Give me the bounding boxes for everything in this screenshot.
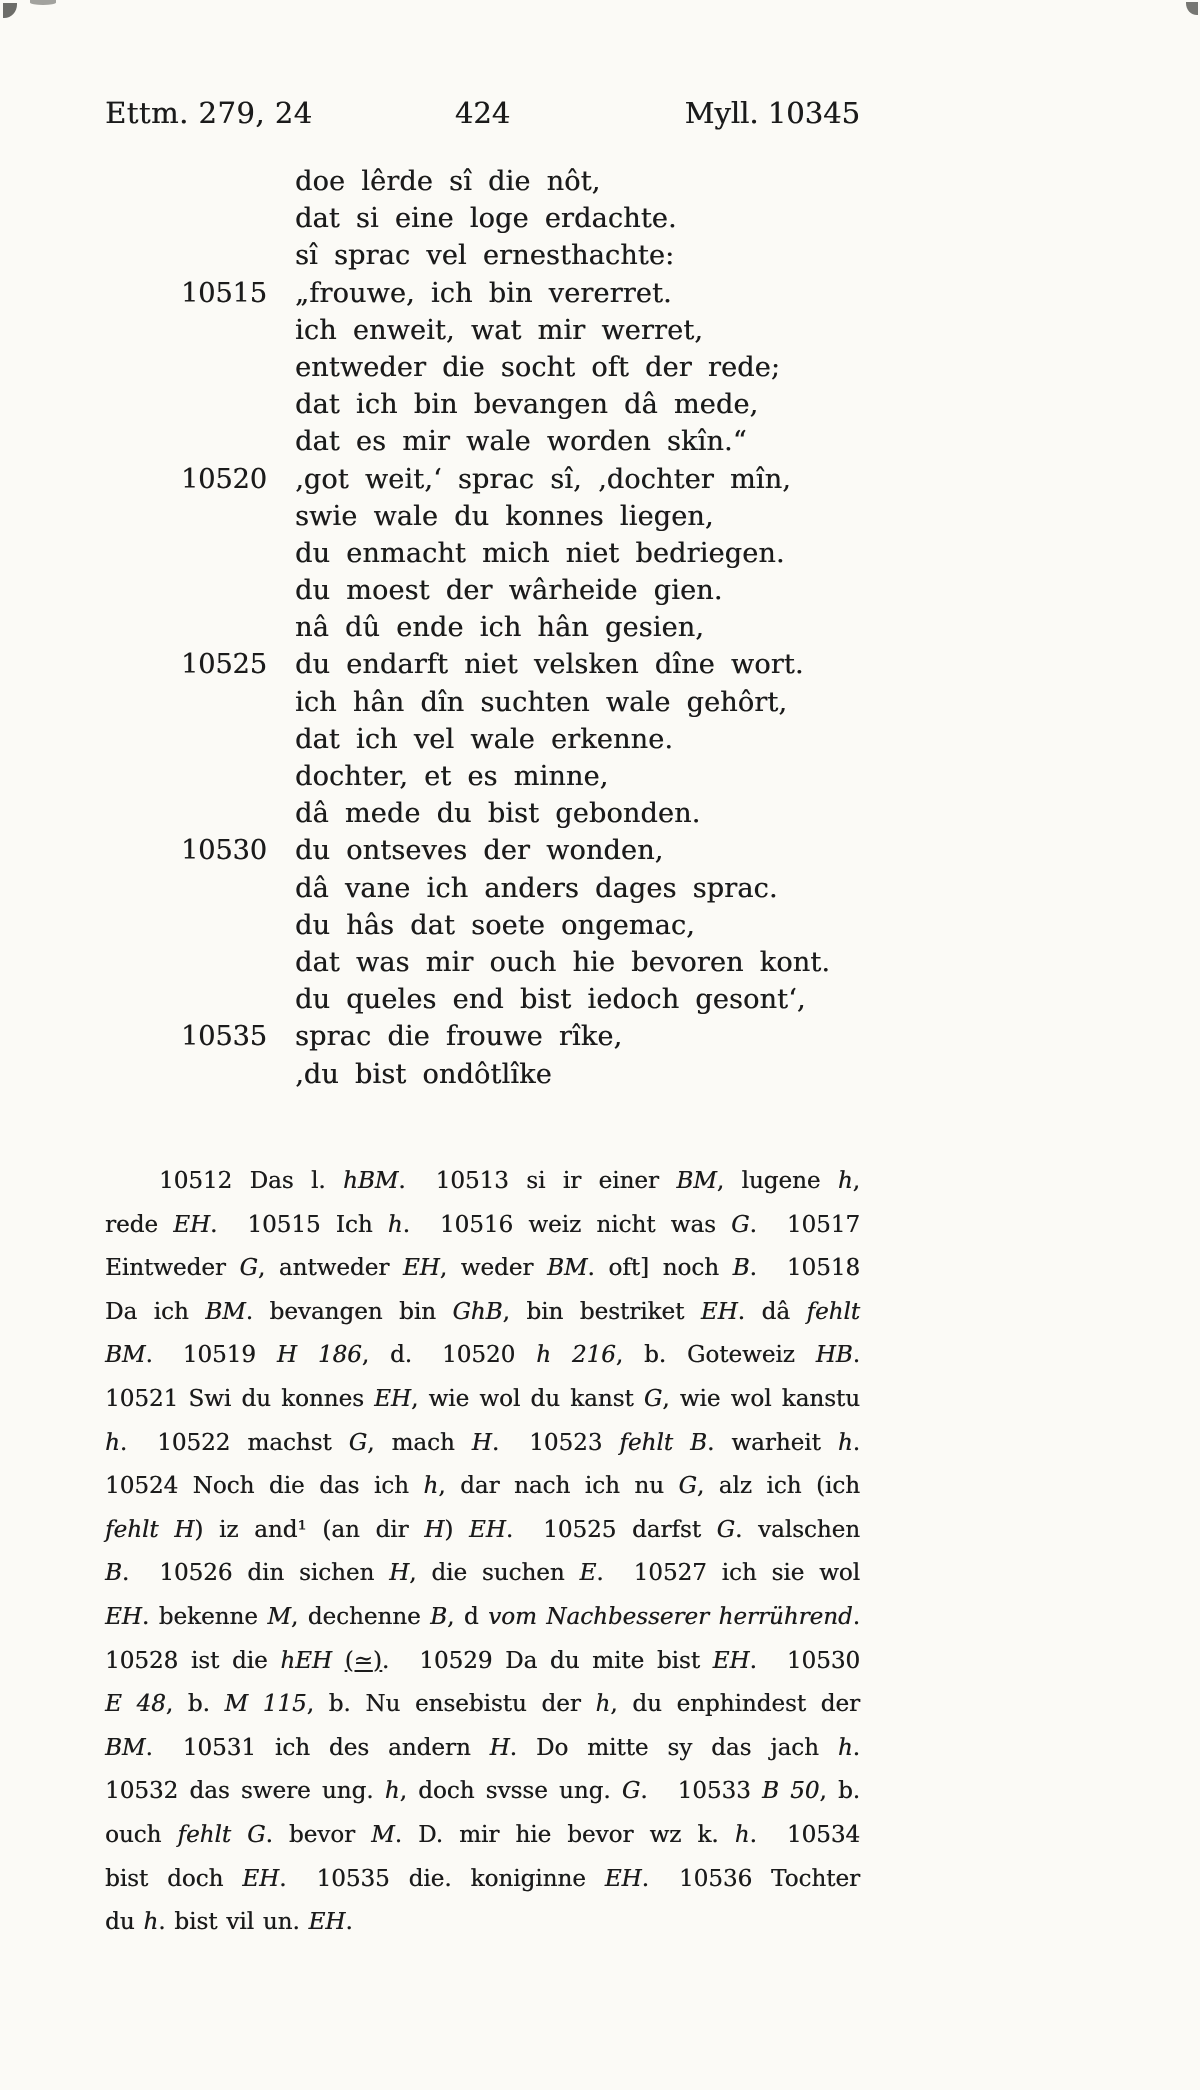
verse-line: [105, 575, 865, 612]
header-left-reference: Ettm. 279, 24: [105, 96, 313, 130]
verse-line: [105, 612, 865, 649]
apparatus-text: ,: [852, 1168, 860, 1194]
apparatus-text: 10534: [786, 1821, 861, 1848]
apparatus-text: , dar nach ich nu: [438, 1473, 679, 1500]
apparatus-text: . dâ: [737, 1298, 807, 1325]
manuscript-siglum: EH: [700, 1298, 738, 1325]
verse-line-text: du endarft niet velsken dîne wort.: [295, 649, 804, 681]
verse-line-text: dochter, et es minne,: [295, 761, 609, 792]
manuscript-siglum: h: [837, 1734, 853, 1761]
verse-line: [105, 538, 865, 575]
verse-line: [105, 873, 865, 910]
verse-line: [105, 984, 865, 1021]
verse-line: [105, 352, 865, 389]
apparatus-text: .: [145, 1342, 153, 1369]
apparatus-text: 10525 darfst: [543, 1516, 717, 1543]
apparatus-line: [105, 1901, 860, 1945]
verse-line: [105, 649, 865, 686]
verse-line-text: sî sprac vel ernesthachte:: [295, 240, 675, 272]
manuscript-siglum: M: [267, 1603, 291, 1630]
apparatus-line: [105, 1727, 860, 1771]
manuscript-siglum: B: [430, 1603, 448, 1630]
manuscript-siglum: EH: [604, 1865, 642, 1892]
manuscript-siglum: BM: [676, 1168, 717, 1194]
apparatus-text: 10523: [529, 1429, 620, 1456]
apparatus-text: . bist vil un.: [158, 1909, 309, 1936]
apparatus-text: .: [852, 1429, 860, 1456]
apparatus-text: .: [402, 1211, 410, 1238]
verse-line-text: du queles end bist iedoch gesont‘,: [295, 984, 806, 1016]
manuscript-siglum: B 50: [761, 1778, 820, 1805]
verse-line: [105, 389, 865, 426]
manuscript-siglum: h: [423, 1473, 439, 1500]
apparatus-text: 10529 Da du mite bist: [419, 1647, 713, 1674]
apparatus-text: .: [119, 1429, 128, 1456]
verse-line-text: du moest der wârheide gien.: [295, 575, 723, 607]
apparatus-text: , b.: [819, 1778, 861, 1805]
manuscript-siglum: H: [389, 1560, 410, 1587]
verse-line: [105, 687, 865, 724]
apparatus-line: [105, 1160, 860, 1204]
apparatus-line: [105, 1247, 860, 1291]
manuscript-siglum: G: [348, 1429, 368, 1456]
apparatus-text: Eintweder: [105, 1255, 240, 1282]
apparatus-text: 10535 die. koniginne: [316, 1865, 605, 1892]
apparatus-text: ouch: [105, 1821, 178, 1848]
manuscript-siglum: EH: [105, 1603, 142, 1630]
apparatus-text: , d: [447, 1603, 489, 1630]
verse-line-text: du ontseves der wonden,: [295, 835, 664, 867]
apparatus-text: .: [749, 1255, 757, 1282]
manuscript-siglum: fehlt: [806, 1298, 860, 1325]
apparatus-text: 10526 din sichen: [159, 1560, 390, 1587]
apparatus-text: .: [210, 1211, 218, 1238]
manuscript-siglum: EH: [402, 1255, 440, 1282]
verse-line-text: dat es mir wale worden skîn.“: [295, 426, 747, 458]
verse-line: [105, 426, 865, 463]
apparatus-text: ) iz and¹ (an dir: [194, 1516, 425, 1543]
apparatus-text: , mach: [367, 1429, 472, 1456]
manuscript-siglum: B: [732, 1255, 750, 1282]
scan-artifact: [3, 3, 17, 18]
verse-line: [105, 501, 865, 538]
verse-line-number: 10520: [181, 463, 267, 495]
apparatus-text: 10528 ist die: [105, 1647, 281, 1674]
manuscript-siglum: GhB: [452, 1298, 503, 1325]
apparatus-line: [105, 1509, 860, 1553]
apparatus-line: [105, 1640, 860, 1684]
manuscript-siglum: vom Nachbesserer herrührend: [488, 1603, 853, 1630]
verse-line-text: dat ich vel wale erkenne.: [295, 723, 674, 755]
scan-artifact: [30, 0, 56, 5]
apparatus-line: [105, 1204, 860, 1248]
apparatus-text: , antweder: [257, 1255, 403, 1282]
apparatus-text: , alz ich (ich: [696, 1473, 860, 1500]
manuscript-siglum: BM: [105, 1342, 146, 1369]
verse-line: [105, 315, 865, 352]
verse-line-number: 10525: [181, 649, 267, 681]
apparatus-text: , b.: [165, 1691, 225, 1718]
manuscript-siglum: H: [424, 1516, 445, 1543]
apparatus-text: , dechenne: [290, 1603, 431, 1630]
manuscript-siglum: hEH: [280, 1647, 332, 1674]
verse-line-text: ich hân dîn suchten wale gehôrt,: [295, 686, 788, 718]
verse-line-text: du hâs dat soete ongemac,: [295, 909, 695, 941]
apparatus-text: 10533: [677, 1778, 762, 1805]
manuscript-siglum: G: [716, 1516, 736, 1543]
apparatus-line: [105, 1334, 860, 1378]
manuscript-siglum: G: [247, 1821, 266, 1848]
manuscript-siglum: H: [489, 1734, 510, 1761]
verse-line-text: dat was mir ouch hie bevoren kont.: [295, 946, 831, 978]
apparatus-text: 10520: [442, 1342, 537, 1369]
apparatus-text: (≃): [344, 1647, 382, 1674]
verse-line-text: du enmacht mich niet bedriegen.: [295, 537, 785, 569]
verse-line-text: sprac die frouwe rîke,: [295, 1021, 623, 1053]
page-header: [105, 96, 860, 136]
apparatus-line: [105, 1378, 860, 1422]
apparatus-text: .: [852, 1342, 861, 1369]
apparatus-text: ): [444, 1516, 469, 1543]
manuscript-siglum: EH: [173, 1211, 211, 1238]
apparatus-line: [105, 1858, 860, 1902]
verse-line: [105, 835, 865, 872]
manuscript-siglum: BM: [546, 1255, 588, 1282]
manuscript-siglum: fehlt: [177, 1821, 231, 1848]
apparatus-line: [105, 1596, 860, 1640]
verse-line-number: 10535: [181, 1021, 267, 1053]
apparatus-text: , die suchen: [409, 1560, 580, 1587]
apparatus-text: .: [596, 1560, 604, 1587]
apparatus-text: .: [749, 1821, 757, 1848]
apparatus-text: . bevor: [265, 1821, 372, 1848]
apparatus-text: , b. Nu ensebistu der: [306, 1691, 596, 1718]
scan-artifact: [1186, 2, 1198, 15]
manuscript-siglum: EH: [242, 1865, 280, 1892]
manuscript-siglum: h 216: [536, 1342, 616, 1369]
verse-line: [105, 278, 865, 315]
apparatus-text: . oft] noch: [587, 1255, 733, 1282]
manuscript-siglum: G: [731, 1211, 750, 1238]
manuscript-siglum: fehlt: [105, 1516, 159, 1543]
manuscript-siglum: G: [678, 1473, 697, 1500]
apparatus-text: , d.: [361, 1342, 413, 1369]
apparatus-text: . D. mir hie bevor wz k.: [394, 1821, 735, 1848]
apparatus-text: 10518: [786, 1255, 860, 1282]
apparatus-text: 10519: [182, 1342, 277, 1369]
apparatus-text: 10513 si ir einer: [435, 1168, 677, 1194]
apparatus-text: 10527 ich sie wol: [633, 1560, 861, 1587]
apparatus-line: [105, 1770, 860, 1814]
manuscript-siglum: G: [621, 1778, 641, 1805]
manuscript-siglum: fehlt: [619, 1429, 673, 1456]
apparatus-line: [105, 1465, 860, 1509]
apparatus-text: 10524 Noch die das ich: [105, 1473, 424, 1500]
apparatus-text: .: [345, 1909, 353, 1936]
verse-line-number: 10530: [181, 835, 267, 867]
verse-line-number: 10515: [181, 277, 267, 309]
verse-line: [105, 1059, 865, 1096]
verse-line: [105, 761, 865, 798]
apparatus-text: .: [491, 1429, 500, 1456]
apparatus-text: , doch svsse ung.: [399, 1778, 622, 1805]
verse-line-text: nâ dû ende ich hân gesien,: [295, 612, 705, 644]
apparatus-text: 10517: [786, 1211, 860, 1238]
manuscript-siglum: h: [837, 1429, 853, 1456]
verse-block: [105, 166, 865, 1096]
manuscript-siglum: h: [143, 1909, 159, 1936]
apparatus-text: bist doch: [105, 1865, 243, 1892]
page-number: 424: [454, 96, 511, 130]
manuscript-siglum: B: [690, 1429, 707, 1456]
apparatus-text: .: [749, 1647, 757, 1674]
apparatus-text: , bin bestriket: [502, 1298, 701, 1325]
apparatus-block: [105, 1160, 860, 1945]
apparatus-text: . bekenne: [141, 1603, 268, 1630]
manuscript-siglum: B: [105, 1560, 122, 1587]
verse-line-text: doe lêrde sî die nôt,: [295, 166, 601, 197]
apparatus-text: , weder: [439, 1255, 547, 1282]
apparatus-text: 10512 Das l.: [159, 1168, 344, 1194]
verse-line: [105, 166, 865, 203]
manuscript-siglum: M 115: [224, 1691, 307, 1718]
apparatus-text: du: [105, 1909, 144, 1936]
verse-line: [105, 240, 865, 277]
manuscript-siglum: h: [387, 1211, 403, 1238]
apparatus-text: rede: [105, 1211, 174, 1238]
apparatus-text: .: [852, 1734, 860, 1761]
verse-line: [105, 947, 865, 984]
apparatus-text: 10521 Swi du konnes: [105, 1385, 375, 1412]
manuscript-siglum: h: [595, 1691, 611, 1718]
apparatus-text: [159, 1517, 175, 1543]
apparatus-text: 10531 ich des andern: [182, 1734, 490, 1761]
verse-line: [105, 1021, 865, 1058]
apparatus-text: [231, 1822, 247, 1848]
manuscript-siglum: H: [174, 1516, 195, 1543]
verse-line: [105, 798, 865, 835]
apparatus-text: .: [279, 1865, 287, 1892]
apparatus-line: [105, 1291, 860, 1335]
apparatus-text: . warheit: [706, 1429, 838, 1456]
apparatus-line: [105, 1683, 860, 1727]
apparatus-text: , b. Goteweiz: [615, 1342, 816, 1369]
manuscript-siglum: EH: [308, 1909, 346, 1936]
manuscript-siglum: BM: [205, 1298, 246, 1325]
verse-line: [105, 203, 865, 240]
verse-line-text: ‚got weit,‘ sprac sî, ‚dochter mîn,: [295, 463, 791, 495]
apparatus-text: .: [640, 1778, 648, 1805]
apparatus-text: Da ich: [105, 1298, 206, 1325]
verse-line-text: dâ vane ich anders dages sprac.: [295, 872, 778, 904]
manuscript-siglum: h: [837, 1168, 853, 1194]
apparatus-text: [332, 1648, 345, 1674]
apparatus-text: . Do mitte sy das jach: [509, 1734, 838, 1761]
manuscript-siglum: E 48: [105, 1691, 166, 1718]
manuscript-siglum: M: [371, 1821, 395, 1848]
manuscript-siglum: EH: [468, 1516, 506, 1543]
apparatus-text: .: [641, 1865, 649, 1892]
verse-line-text: swie wale du konnes liegen,: [295, 500, 714, 532]
manuscript-siglum: HB: [815, 1342, 853, 1369]
apparatus-line: [105, 1552, 860, 1596]
apparatus-text: [673, 1430, 690, 1456]
apparatus-text: , lugene: [716, 1168, 838, 1194]
verse-line-text: entweder die socht oft der rede;: [295, 351, 781, 383]
apparatus-line: [105, 1814, 860, 1858]
apparatus-text: . bevangen bin: [245, 1298, 453, 1325]
apparatus-text: .: [121, 1560, 130, 1587]
manuscript-siglum: G: [643, 1385, 663, 1412]
verse-line: [105, 464, 865, 501]
header-right-reference: Myll. 10345: [684, 96, 860, 130]
manuscript-siglum: h: [105, 1429, 120, 1456]
apparatus-text: .: [852, 1603, 860, 1630]
apparatus-text: , wie wol kanstu: [662, 1385, 860, 1412]
manuscript-siglum: EH: [374, 1385, 411, 1412]
verse-line-text: dat ich bin bevangen dâ mede,: [295, 389, 759, 421]
apparatus-text: 10515 Ich: [247, 1211, 388, 1238]
apparatus-text: 10522 machst: [157, 1429, 349, 1456]
manuscript-siglum: hBM: [343, 1168, 399, 1194]
manuscript-siglum: H 186: [276, 1342, 362, 1369]
manuscript-siglum: G: [239, 1255, 258, 1282]
manuscript-siglum: E: [579, 1560, 597, 1587]
apparatus-text: . valschen: [735, 1516, 861, 1543]
verse-line: [105, 910, 865, 947]
verse-line-text: ich enweit, wat mir werret,: [295, 314, 704, 346]
apparatus-text: 10536 Tochter: [678, 1865, 860, 1892]
apparatus-text: 10532 das swere ung.: [105, 1778, 385, 1805]
verse-line-text: dat si eine loge erdachte.: [295, 203, 677, 235]
manuscript-siglum: BM: [105, 1734, 146, 1761]
apparatus-text: .: [398, 1168, 406, 1194]
verse-line-text: dâ mede du bist gebonden.: [295, 798, 701, 830]
apparatus-text: .: [749, 1211, 757, 1238]
manuscript-siglum: H: [471, 1429, 492, 1456]
apparatus-line: [105, 1422, 860, 1466]
verse-line-text: ‚du bist ondôtlîke: [295, 1058, 552, 1090]
manuscript-siglum: EH: [712, 1647, 750, 1674]
manuscript-siglum: h: [384, 1778, 400, 1805]
manuscript-siglum: h: [734, 1821, 750, 1848]
apparatus-text: , wie wol du kanst: [410, 1385, 644, 1412]
apparatus-text: .: [505, 1516, 514, 1543]
verse-line-text: „frouwe, ich bin vererret.: [295, 277, 672, 309]
apparatus-text: .: [145, 1734, 153, 1761]
verse-line: [105, 724, 865, 761]
apparatus-text: 10530: [786, 1647, 860, 1674]
apparatus-text: , du enphindest der: [610, 1691, 861, 1718]
apparatus-text: 10516 weiz nicht was: [439, 1211, 732, 1238]
apparatus-text: .: [381, 1647, 390, 1674]
